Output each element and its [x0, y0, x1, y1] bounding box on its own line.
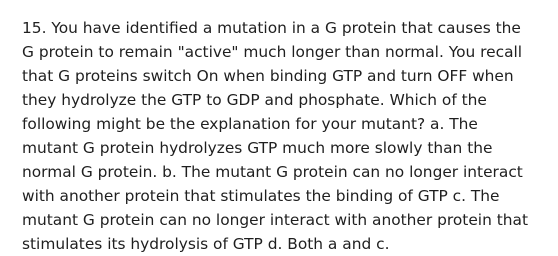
question-line: stimulates its hydrolysis of GTP d. Both a and c.	[22, 235, 390, 253]
question-line: that G proteins switch On when binding GTP and turn OFF when	[22, 67, 514, 85]
question-line: 15. You have identified a mutation in a G protein that causes the	[22, 19, 521, 37]
question-line: G protein to remain "active" much longer than normal. You recall	[22, 43, 523, 61]
question-line: they hydrolyze the GTP to GDP and phosphate. Which of the	[22, 91, 487, 109]
question-line: normal G protein. b. The mutant G protein can no longer interact	[22, 163, 523, 181]
question-line: following might be the explanation for your mutant? a. The	[22, 115, 478, 133]
question-line: with another protein that stimulates the binding of GTP c. The	[22, 187, 500, 205]
question-text	[22, 16, 550, 256]
question-line: mutant G protein hydrolyzes GTP much more slowly than the	[22, 139, 493, 157]
question-line: mutant G protein can no longer interact with another protein that	[22, 211, 528, 229]
